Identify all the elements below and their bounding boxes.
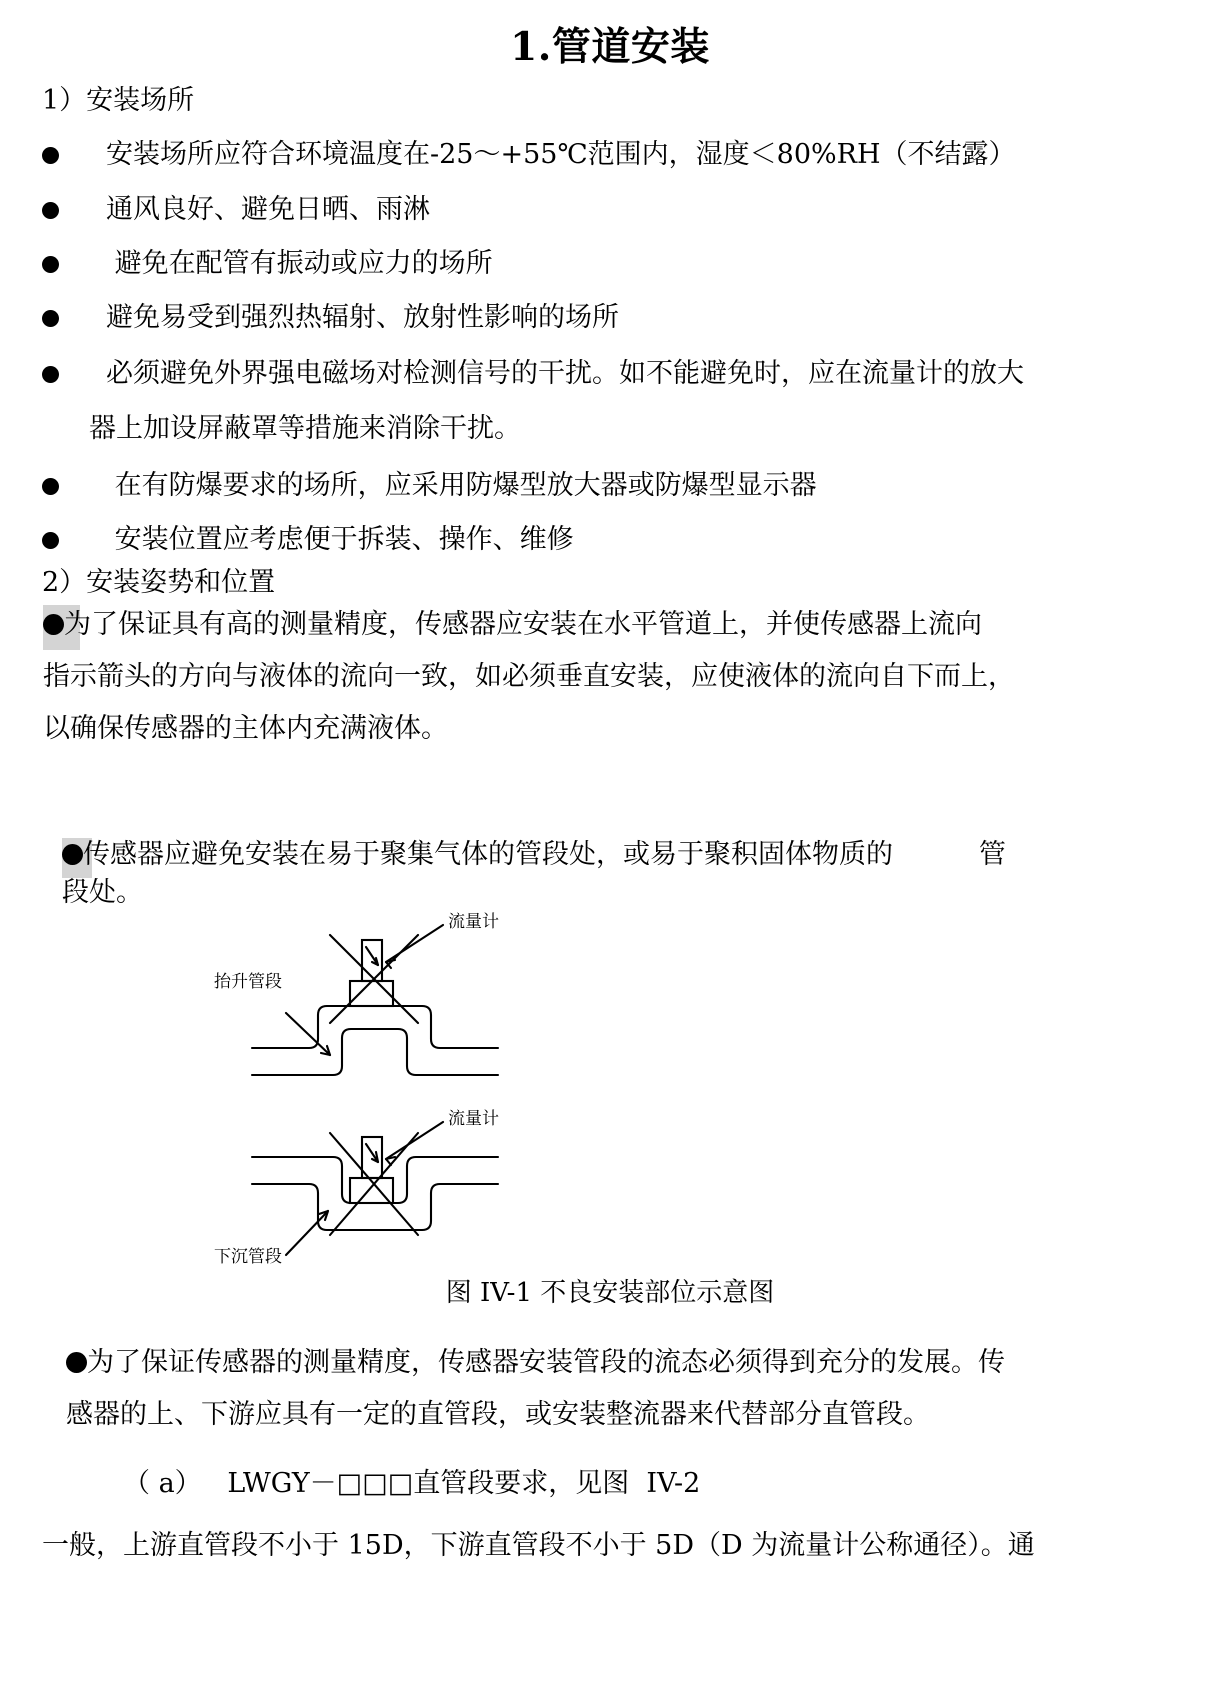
figure-label-sinking-section: 下沉管段	[214, 1247, 282, 1267]
paragraph-text: 传感器应避免安装在易于聚集气体的管段处，或易于聚积固体物质的 管	[83, 839, 1006, 870]
bullet-dot-icon	[42, 478, 59, 495]
bullet-dot-icon	[42, 256, 59, 273]
figure-iv-1-drawing	[190, 905, 610, 1285]
list-item-label: 必须避免外界强电磁场对检测信号的干扰。如不能避免时，应在流量计的放大	[106, 358, 1024, 389]
figure-label-flowmeter-top: 流量计	[448, 912, 499, 932]
paragraph-line: 一般，上游直管段不小于 15D，下游直管段不小于 5D（D 为流量计公称通径）。通	[42, 1530, 1035, 1561]
figure-caption: 图 IV-1 不良安装部位示意图	[445, 1278, 775, 1308]
list-item	[42, 522, 574, 558]
list-item	[42, 246, 493, 282]
bullet-dot-icon	[66, 1352, 87, 1373]
paragraph-text: 为了保证传感器的测量精度，传感器安装管段的流态必须得到充分的发展。传	[87, 1347, 1005, 1378]
paragraph-line: 段处。	[62, 877, 143, 908]
bullet-dot-icon	[42, 310, 59, 327]
figure-iv-1	[190, 905, 610, 1285]
list-item-continuation: 器上加设屏蔽罩等措施来消除干扰。	[89, 413, 521, 444]
paragraph-line: 指示箭头的方向与液体的流向一致，如必须垂直安装，应使液体的流向自下而上，	[43, 661, 1015, 692]
page-title: 1.管道安装	[510, 24, 710, 70]
list-item-label: 通风良好、避免日晒、雨淋	[106, 194, 430, 225]
list-item	[42, 468, 817, 504]
bullet-dot-icon	[42, 202, 59, 219]
list-item-label: 安装位置应考虑便于拆装、操作、维修	[106, 524, 574, 555]
bullet-dot-icon	[42, 147, 59, 164]
bullet-dot-icon	[43, 614, 64, 635]
figure-label-rising-section: 抬升管段	[214, 972, 282, 992]
paragraph-line	[66, 1346, 1005, 1380]
list-item	[42, 192, 430, 228]
list-item-label: 避免易受到强烈热辐射、放射性影响的场所	[106, 302, 619, 333]
paragraph-line	[62, 838, 1006, 872]
paragraph-line: 感器的上、下游应具有一定的直管段，或安装整流器来代替部分直管段。	[66, 1399, 930, 1430]
list-item	[42, 300, 619, 336]
figure-label-flowmeter-bottom: 流量计	[448, 1109, 499, 1129]
list-item-label: 安装场所应符合环境温度在-25～+55℃范围内，湿度＜80%RH（不结露）	[106, 139, 1016, 170]
section-2-heading: 2）安装姿势和位置	[42, 567, 276, 598]
paragraph-line	[43, 608, 982, 642]
bullet-dot-icon	[62, 844, 83, 865]
bullet-dot-icon	[42, 532, 59, 549]
list-item	[42, 356, 1024, 392]
section-1-heading: 1）安装场所	[42, 85, 195, 116]
paragraph-text: 为了保证具有高的测量精度，传感器应安装在水平管道上，并使传感器上流向	[64, 609, 982, 640]
item-a-line: （ a） LWGY－□□□直管段要求，见图 IV-2	[123, 1468, 701, 1499]
list-item	[42, 137, 1016, 173]
paragraph-line: 以确保传感器的主体内充满液体。	[43, 713, 448, 744]
list-item-label: 避免在配管有振动或应力的场所	[106, 248, 493, 279]
bullet-dot-icon	[42, 366, 59, 383]
list-item-label: 在有防爆要求的场所，应采用防爆型放大器或防爆型显示器	[106, 470, 817, 501]
